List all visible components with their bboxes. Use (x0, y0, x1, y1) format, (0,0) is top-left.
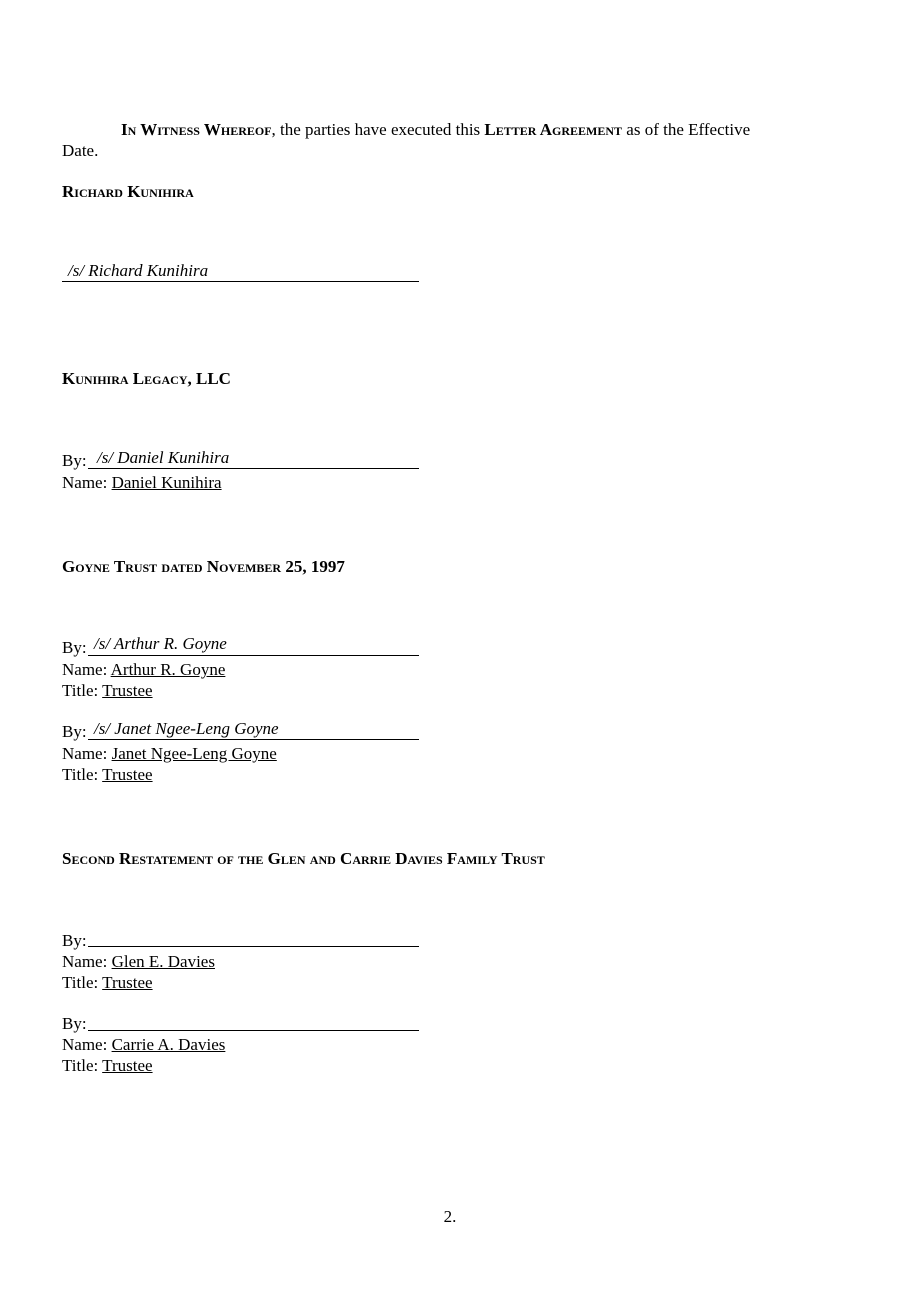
title-row (62, 765, 153, 785)
title-row (62, 681, 153, 701)
name-row (62, 473, 222, 493)
title-label: Title: (62, 973, 103, 992)
signature-line-daniel (88, 468, 419, 469)
signature-line-arthur (88, 655, 419, 656)
by-label: By: (62, 451, 87, 470)
signature-daniel: /s/ Daniel Kunihira (97, 448, 230, 467)
witness-text-end: as of the Effective (622, 120, 751, 139)
by-label: By: (62, 1014, 87, 1033)
party-heading-goyne-trust: Goyne Trust dated November 25, 1997 (62, 557, 345, 576)
signer-title: Trustee (102, 681, 153, 700)
signature-janet: /s/ Janet Ngee-Leng Goyne (94, 719, 279, 738)
page-number: 2. (443, 1207, 457, 1226)
title-row (62, 973, 153, 993)
signer-name: Glen E. Davies (111, 952, 215, 971)
in-witness-whereof: In Witness Whereof (121, 120, 272, 139)
title-label: Title: (62, 681, 103, 700)
witness-paragraph-line1 (121, 120, 750, 140)
name-row (62, 660, 225, 680)
name-label: Name: (62, 660, 111, 679)
signer-title: Trustee (102, 973, 153, 992)
signature-line-glen[interactable] (88, 946, 419, 947)
name-label: Name: (62, 473, 112, 492)
signer-name: Arthur R. Goyne (110, 660, 226, 679)
name-row (62, 952, 215, 972)
name-label: Name: (62, 952, 112, 971)
name-row (62, 1035, 225, 1055)
by-label: By: (62, 638, 87, 657)
name-row (62, 744, 277, 764)
signature-richard: /s/ Richard Kunihira (68, 261, 209, 280)
by-label: By: (62, 931, 87, 950)
by-label: By: (62, 722, 87, 741)
witness-paragraph-line2: Date. (62, 141, 99, 160)
title-row (62, 1056, 153, 1076)
party-heading-davies-trust: Second Restatement of the Glen and Carrie Davies Family Trust (62, 849, 545, 868)
name-label: Name: (62, 744, 112, 763)
signature-line-richard (62, 281, 419, 282)
party-heading-kunihira-legacy: Kunihira Legacy, LLC (62, 369, 231, 388)
signature-arthur: /s/ Arthur R. Goyne (94, 634, 227, 653)
title-label: Title: (62, 1056, 103, 1075)
witness-text-mid: , the parties have executed this (271, 120, 485, 139)
title-label: Title: (62, 765, 103, 784)
signature-line-carrie[interactable] (88, 1030, 419, 1031)
signer-title: Trustee (102, 1056, 153, 1075)
letter-agreement: Letter Agreement (484, 120, 623, 139)
signer-title: Trustee (102, 765, 153, 784)
signature-line-janet (88, 739, 419, 740)
signer-name: Janet Ngee-Leng Goyne (111, 744, 277, 763)
party-heading-richard: Richard Kunihira (62, 182, 194, 201)
name-label: Name: (62, 1035, 112, 1054)
signer-name: Daniel Kunihira (111, 473, 222, 492)
signer-name: Carrie A. Davies (111, 1035, 226, 1054)
